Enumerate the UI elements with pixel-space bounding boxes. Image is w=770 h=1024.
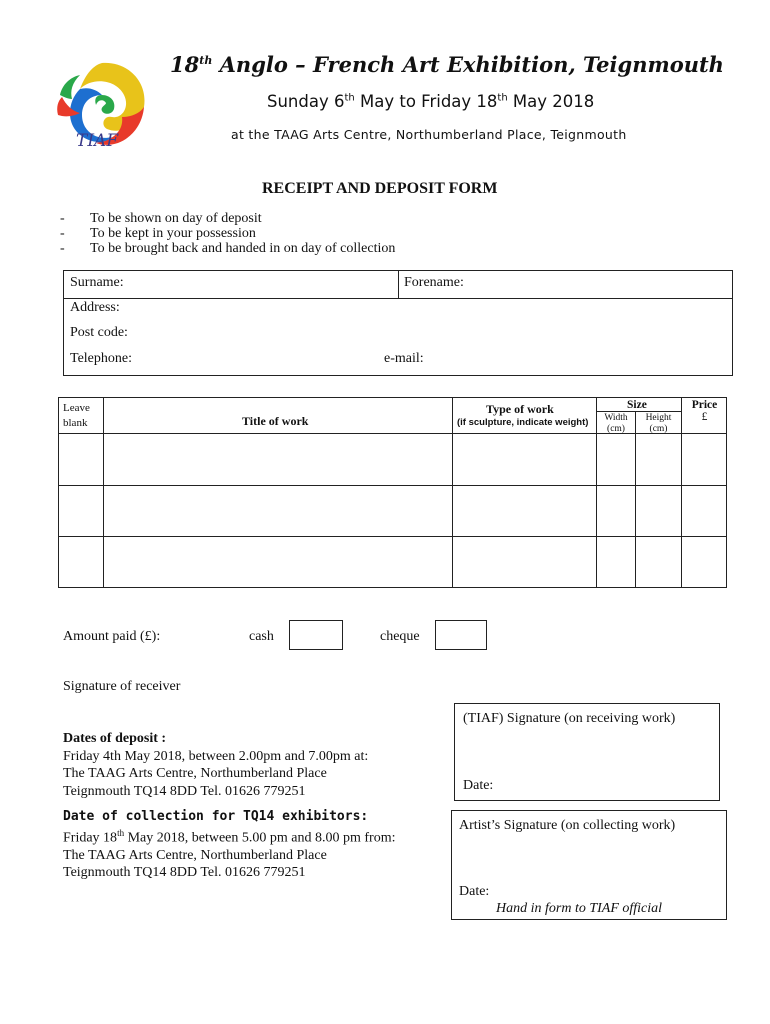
dates-sup-a: th [344, 92, 355, 104]
forename-field[interactable]: Forename: [404, 275, 464, 290]
logo-text: TIAF [76, 131, 119, 151]
title-text: Anglo – French Art Exhibition, Teignmouth [219, 52, 724, 77]
artist-signature-box[interactable] [451, 810, 727, 920]
type-of-work-note: (if sculpture, indicate weight) [457, 417, 589, 428]
venue-line: at the TAAG Arts Centre, Northumberland Place, Teignmouth [231, 127, 627, 142]
address-field[interactable]: Address: [70, 300, 120, 315]
instruction-text: To be shown on day of deposit [90, 211, 262, 226]
exhibition-dates [267, 92, 594, 111]
receiver-signature-label: Signature of receiver [63, 679, 181, 694]
bullet: - [60, 226, 65, 241]
price-label: Price [691, 399, 718, 411]
tiaf-signature-label: (TIAF) Signature (on receiving work) [463, 711, 676, 726]
size-subheader-divider [596, 411, 682, 412]
collection-line: Teignmouth TQ14 8DD Tel. 01626 779251 [63, 864, 306, 880]
artist-date-label: Date: [459, 884, 490, 899]
dates-part-c: May 2018 [507, 92, 595, 111]
telephone-field[interactable]: Telephone: [70, 351, 132, 366]
surname-field[interactable]: Surname: [70, 275, 124, 290]
collection-info [63, 825, 395, 881]
col-divider [103, 397, 104, 588]
row-divider [58, 536, 727, 537]
bullet: - [60, 241, 65, 256]
cash-checkbox[interactable] [289, 620, 343, 650]
exhibition-title [170, 52, 724, 77]
instruction-text: To be kept in your possession [90, 226, 256, 241]
title-of-work-header: Title of work [242, 414, 309, 428]
dates-sup-b: th [497, 92, 508, 104]
tiaf-signature-box[interactable] [454, 703, 720, 801]
leave-blank-line2: blank [63, 417, 88, 429]
collection-line: The TAAG Arts Centre, Northumberland Place [63, 847, 327, 863]
email-field[interactable]: e-mail: [384, 351, 424, 366]
width-unit: (cm) [607, 424, 625, 434]
type-of-work-header: Type of work [486, 402, 554, 416]
list-item [60, 241, 395, 256]
collection-heading: Date of collection for TQ14 exhibitors: [63, 809, 369, 824]
price-header [682, 399, 727, 423]
height-label: Height [645, 413, 672, 423]
cash-label: cash [249, 629, 274, 644]
artist-signature-label: Artist’s Signature (on collecting work) [459, 818, 676, 833]
dates-part-b: May to Friday 18 [354, 92, 498, 111]
deposit-info [63, 730, 368, 800]
width-label: Width [604, 413, 628, 423]
cheque-label: cheque [380, 629, 420, 644]
name-divider [398, 270, 399, 299]
height-unit: (cm) [649, 424, 668, 434]
deposit-heading: Dates of deposit : [63, 731, 167, 746]
list-item [60, 211, 395, 226]
collection-date-sup: th [117, 828, 125, 838]
dates-part-a: Sunday 6 [267, 92, 345, 111]
collection-date-b: May 2018, between 5.00 pm and 8.00 pm from: [124, 830, 396, 846]
width-header [597, 413, 635, 435]
deposit-line: The TAAG Arts Centre, Northumberland Place [63, 766, 327, 781]
height-header [636, 413, 681, 435]
deposit-line: Teignmouth TQ14 8DD Tel. 01626 779251 [63, 783, 306, 799]
cheque-checkbox[interactable] [435, 620, 487, 650]
deposit-line: Friday 4th May 2018, between 2.00pm and 7.00pm at: [63, 748, 369, 764]
instructions-list [60, 211, 395, 256]
size-header: Size [627, 399, 647, 411]
col-divider [635, 411, 636, 588]
bullet: - [60, 211, 65, 226]
tiaf-logo [52, 55, 152, 155]
leave-blank-line1: Leave [63, 402, 90, 414]
collection-date-a: Friday 18 [63, 830, 118, 846]
tiaf-date-label: Date: [463, 778, 494, 793]
amount-paid-label: Amount paid (£): [63, 629, 161, 644]
hand-in-note: Hand in form to TIAF official [496, 901, 663, 916]
title-sup: th [199, 54, 213, 67]
form-title: RECEIPT AND DEPOSIT FORM [262, 180, 498, 197]
price-unit: £ [701, 411, 708, 423]
col-divider [681, 397, 682, 588]
instruction-text: To be brought back and handed in on day of collection [90, 241, 396, 256]
row-divider [58, 485, 727, 486]
col-divider [452, 397, 453, 588]
list-item [60, 226, 395, 241]
leave-blank-header [63, 402, 90, 429]
collection-line [63, 825, 395, 847]
title-number: 18 [170, 52, 200, 77]
postcode-field[interactable]: Post code: [70, 325, 128, 340]
